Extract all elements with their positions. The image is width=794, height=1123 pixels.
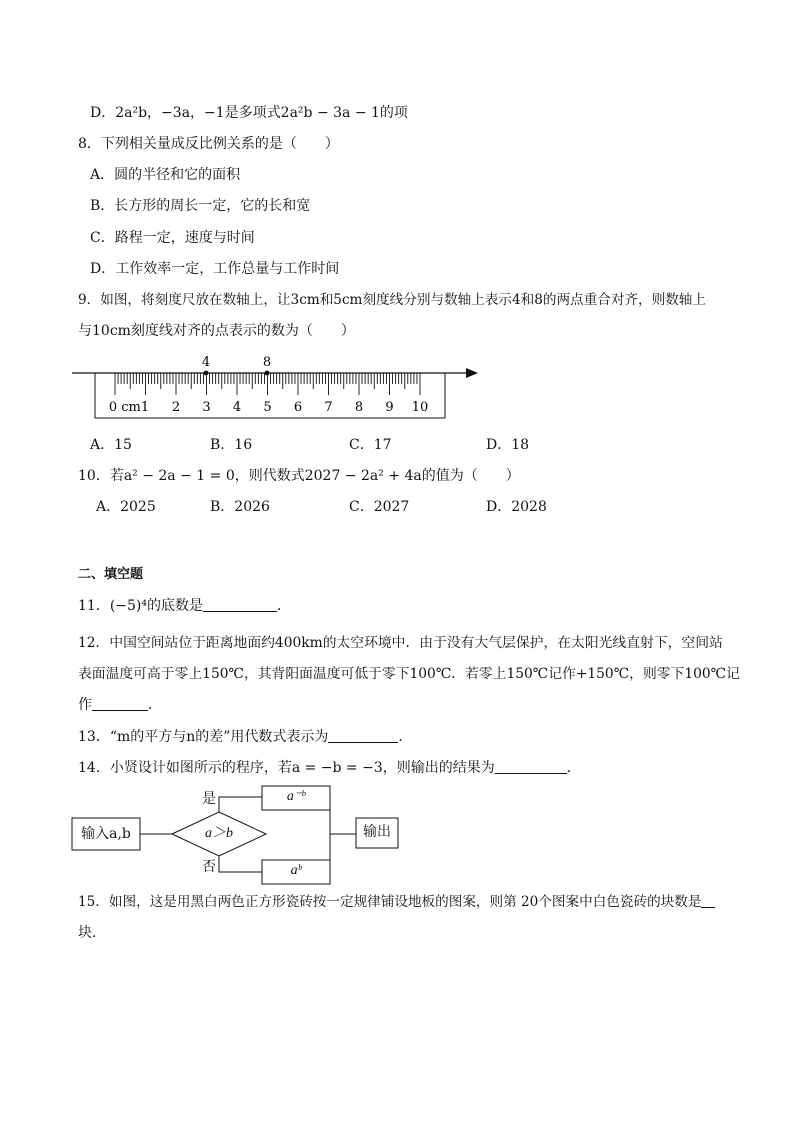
ruler-label: 5	[263, 400, 272, 415]
no-branch-line	[219, 856, 262, 872]
ruler-label: 9	[385, 400, 394, 415]
ruler-label: 0 cm1	[108, 400, 150, 415]
ruler-label: 7	[324, 400, 333, 415]
q15-line1	[78, 893, 715, 911]
q9-stem-line1: 9．如图，将刻度尺放在数轴上，让3cm和5cm刻度线分别与数轴上表示4和8的两点重合对齐，则数轴上	[78, 292, 706, 308]
no-label: 否	[202, 859, 216, 875]
q10-stem: 10．若a² − 2a − 1 = 0，则代数式2027 − 2a² + 4a的值为（ ）	[78, 468, 520, 484]
q10-option-c: C．2027	[349, 499, 410, 515]
q11-stem	[78, 597, 291, 615]
q7-option-d: D．2a²b，−3a，−1是多项式2a²b − 3a − 1的项	[90, 105, 408, 121]
q14-tail: ．	[566, 760, 581, 776]
ruler-label: 4	[232, 400, 242, 415]
q12-line3	[78, 696, 162, 714]
q15-answer-blank[interactable]	[701, 893, 715, 908]
q12-line1: 12．中国空间站位于距离地面约400km的太空环境中．由于没有大气层保护，在太阳光线直射下，空间站	[78, 635, 723, 651]
number-line-arrow-icon	[466, 368, 478, 378]
axis-label-8: 8	[262, 355, 272, 370]
q12-line2: 表面温度可高于零上150℃，其背阳面温度可低于零下100℃．若零上150℃记作+150℃，则零下100℃记	[78, 666, 740, 682]
q8-option-d: D．工作效率一定，工作总量与工作时间	[90, 261, 340, 277]
q12-answer-blank[interactable]	[92, 696, 148, 711]
q8-option-a: A．圆的半径和它的面积	[90, 167, 241, 183]
q8-stem: 8．下列相关量成反比例关系的是（ ）	[78, 136, 339, 152]
q10-option-b: B．2026	[210, 499, 270, 515]
bottom-box-label: aᵇ	[290, 863, 302, 878]
q12-tail: ．	[148, 697, 162, 713]
yes-label: 是	[202, 791, 216, 807]
q9-option-a: A．15	[90, 437, 132, 453]
axis-label-4: 4	[201, 355, 211, 370]
q15-text: 15．如图，这是用黑白两色正方形瓷砖按一定规律铺设地板的图案，则第 20个图案中白色瓷砖的块数是	[78, 894, 702, 910]
q14-answer-blank[interactable]	[495, 759, 567, 774]
yes-branch-line	[219, 797, 262, 812]
ruler-label: 10	[411, 400, 429, 415]
q11-tail: ．	[277, 598, 291, 614]
q9-option-c: C．17	[349, 437, 392, 453]
q13-stem	[78, 728, 412, 746]
ruler-ticks	[115, 373, 420, 395]
q14-stem	[78, 759, 581, 777]
input-label: 输入a,b	[81, 826, 131, 842]
q13-answer-blank[interactable]	[328, 728, 398, 743]
q13-text: 13．“m的平方与n的差”用代数式表示为	[78, 729, 329, 745]
ruler-label: 8	[354, 400, 364, 415]
q9-option-b: B．16	[210, 437, 253, 453]
q15-line2: 块．	[78, 925, 106, 941]
top-box-label: a⁻ᵇ	[286, 789, 306, 804]
q11-answer-blank[interactable]	[203, 597, 277, 612]
ruler-label: 3	[202, 400, 211, 415]
output-label: 输出	[363, 824, 391, 840]
ruler-label: 2	[171, 400, 181, 415]
q10-option-a: A．2025	[96, 499, 156, 515]
section-title: 二、填空题	[78, 567, 144, 582]
condition-label: a＞b	[205, 826, 233, 841]
q13-tail: ．	[398, 729, 413, 745]
q8-option-c: C．路程一定，速度与时间	[90, 230, 255, 246]
q14-text: 14．小贤设计如图所示的程序，若a = −b = −3，则输出的结果为	[78, 760, 495, 776]
ruler-label: 6	[293, 400, 303, 415]
ruler-labels	[109, 400, 428, 415]
q12-prefix: 作	[78, 697, 92, 713]
q10-option-d: D．2028	[486, 499, 547, 515]
q9-stem-line2: 与10cm刻度线对齐的点表示的数为（ ）	[78, 323, 355, 339]
q11-text: 11．(−5)⁴的底数是	[78, 598, 203, 614]
q8-option-b: B．长方形的周长一定，它的长和宽	[90, 198, 311, 214]
q9-option-d: D．18	[486, 437, 530, 453]
